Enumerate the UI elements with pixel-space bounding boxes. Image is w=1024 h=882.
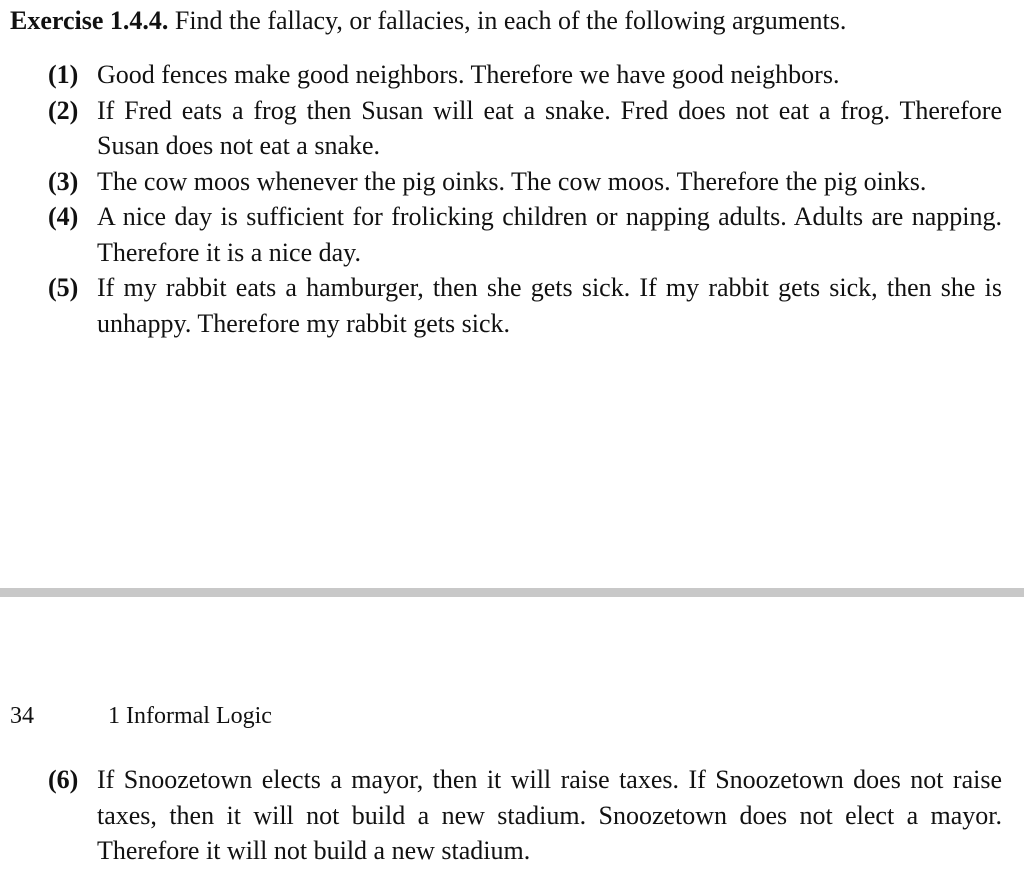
exercise-instruction: Find the fallacy, or fallacies, in each of the following arguments. [174, 6, 847, 35]
item-number: (2) [48, 95, 79, 125]
item-number: (5) [48, 273, 79, 302]
item-text: If Fred eats a frog then Susan will eat a snake. Fred does not eat a frog. Therefore Susan does not eat a snake. [97, 95, 1002, 160]
exercise-item-list-bottom [48, 762, 1002, 869]
exercise-item [48, 164, 1002, 200]
page-divider [0, 588, 1024, 597]
exercise-label: Exercise 1.4.4. [10, 6, 169, 35]
item-text: If my rabbit eats a hamburger, then she gets sick. If my rabbit gets sick, then she is unhappy. Therefore my rabbit gets sick. [97, 273, 1002, 338]
exercise-item-list-top [48, 57, 1002, 341]
item-text: If Snoozetown elects a mayor, then it will raise taxes. If Snoozetown does not raise taxes, then it will not build a new stadium. Snoozetown does not elect a mayor. Therefore it will not build a new stadium. [97, 765, 1002, 865]
item-number: (1) [48, 60, 79, 89]
item-text: Good fences make good neighbors. Therefore we have good neighbors. [97, 60, 840, 89]
item-number: (6) [48, 765, 79, 794]
chapter-title: 1 Informal Logic [108, 703, 272, 729]
page-number: 34 [10, 703, 34, 729]
exercise-heading [10, 3, 1014, 39]
item-text: The cow moos whenever the pig oinks. The cow moos. Therefore the pig oinks. [97, 166, 927, 196]
item-number: (4) [48, 202, 79, 231]
exercise-item [48, 762, 1002, 869]
exercise-item [48, 93, 1002, 164]
item-number: (3) [48, 166, 79, 196]
exercise-item [48, 199, 1002, 270]
item-text: A nice day is sufficient for frolicking children or napping adults. Adults are napping. Therefore it is a nice day. [97, 202, 1002, 267]
exercise-item [48, 270, 1002, 341]
exercise-item [48, 57, 1002, 93]
running-head [10, 700, 272, 732]
